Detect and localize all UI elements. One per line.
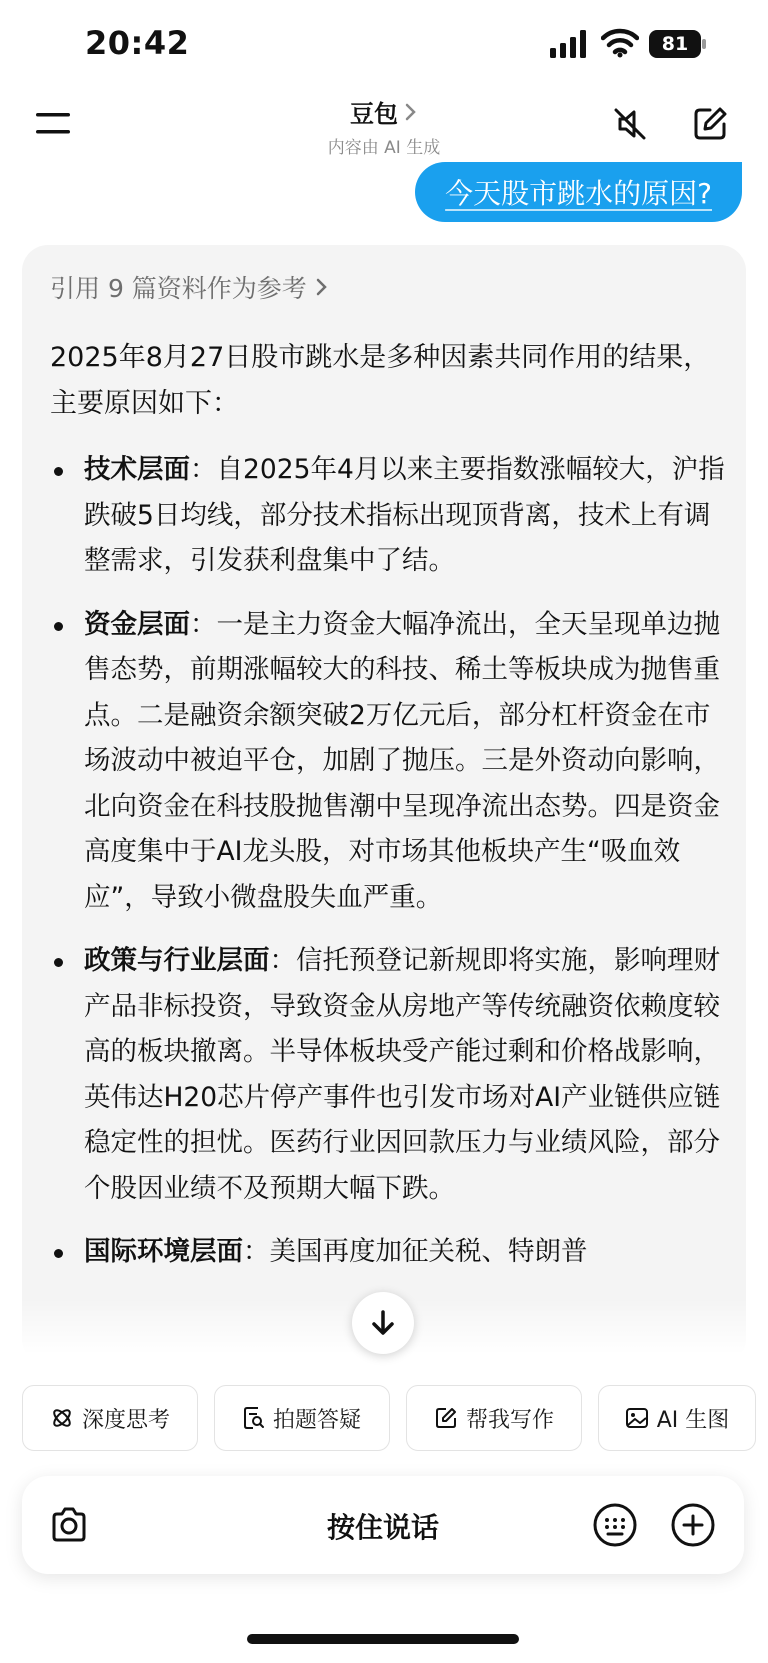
image-icon xyxy=(625,1406,649,1430)
write-icon xyxy=(434,1406,458,1430)
quick-actions xyxy=(22,1385,768,1455)
battery-level: 81 xyxy=(661,33,689,55)
arrow-down-icon xyxy=(370,1309,396,1337)
chip-label: AI 生图 xyxy=(656,1407,730,1433)
point-text: ：一是主力资金大幅净流出，全天呈现单边抛售态势，前期涨幅较大的科技、稀土等板块成为抛售重点。二是融资余额突破2万亿元后，部分杠杆资金在市场波动中被迫平仓，加剧了抛压。三是外资动向影响，北向资金在科技股抛售潮中呈现净流出态势。四是资金高度集中于AI龙头股，对市场其他板块产生“吸血效应”，导致小微盘股失血严重。 xyxy=(84,608,720,913)
list-item xyxy=(50,1229,735,1275)
assistant-answer-card xyxy=(22,245,746,1365)
chip-help-write[interactable] xyxy=(406,1385,582,1451)
keyboard-icon[interactable] xyxy=(592,1502,638,1548)
point-text: ：美国再度加征关税、特朗普 xyxy=(243,1236,588,1267)
chevron-right-icon xyxy=(315,276,329,298)
bot-title[interactable] xyxy=(350,94,418,129)
scroll-to-bottom-button[interactable] xyxy=(352,1292,414,1354)
bot-name: 豆包 xyxy=(350,100,398,128)
point-title: 国际环境层面 xyxy=(84,1236,243,1267)
list-item xyxy=(50,447,735,584)
point-title: 政策与行业层面 xyxy=(84,945,270,976)
chevron-right-icon xyxy=(404,102,418,122)
user-message-text: 今天股市跳水的原因? xyxy=(445,177,712,210)
chat-header xyxy=(0,92,768,162)
status-time: 20:42 xyxy=(85,24,190,62)
chip-label: 拍题答疑 xyxy=(272,1407,361,1433)
references-label: 引用 9 篇资料作为参考 xyxy=(50,274,307,303)
ai-disclaimer: 内容由 AI 生成 xyxy=(327,138,441,158)
status-bar xyxy=(0,0,768,90)
wifi-icon xyxy=(601,28,639,58)
plus-icon[interactable] xyxy=(670,1502,716,1548)
chip-label: 深度思考 xyxy=(81,1407,170,1433)
references-link[interactable] xyxy=(50,269,329,305)
chip-photo-question[interactable] xyxy=(214,1385,390,1451)
point-text: ：信托预登记新规即将实施，影响理财产品非标投资，导致资金从房地产等传统融资依赖度较高的板块撤离。半导体板块受产能过剩和价格战影响，英伟达H20芯片停产事件也引发市场对AI产业链供应链稳定性的担忧。医药行业因回款压力与业绩风险，部分个股因业绩不及预期大幅下跌。 xyxy=(84,945,721,1204)
list-item xyxy=(50,602,735,921)
chip-ai-image[interactable] xyxy=(598,1385,756,1451)
speaker-mute-icon[interactable] xyxy=(610,104,650,144)
answer-points xyxy=(50,447,735,1293)
new-chat-icon[interactable] xyxy=(690,104,730,144)
photo-search-icon xyxy=(243,1406,265,1430)
chip-deep-think[interactable] xyxy=(22,1385,198,1451)
home-indicator xyxy=(247,1634,519,1644)
battery-indicator xyxy=(649,30,709,58)
point-text: ：自2025年4月以来主要指数涨幅较大，沪指跌破5日均线，部分技术指标出现顶背离，技术上有调整需求，引发获利盘集中了结。 xyxy=(84,454,725,576)
answer-intro: 2025年8月27日股市跳水是多种因素共同作用的结果，主要原因如下： xyxy=(50,342,711,419)
input-bar xyxy=(22,1476,744,1574)
point-title: 技术层面 xyxy=(84,454,190,485)
atom-icon xyxy=(50,1406,74,1430)
hold-to-talk-button[interactable]: 按住说话 xyxy=(326,1511,439,1544)
list-item xyxy=(50,938,735,1211)
point-title: 资金层面 xyxy=(84,608,190,640)
user-message-bubble[interactable] xyxy=(415,162,742,222)
chip-label: 帮我写作 xyxy=(465,1407,554,1433)
cellular-signal-icon xyxy=(550,30,590,58)
